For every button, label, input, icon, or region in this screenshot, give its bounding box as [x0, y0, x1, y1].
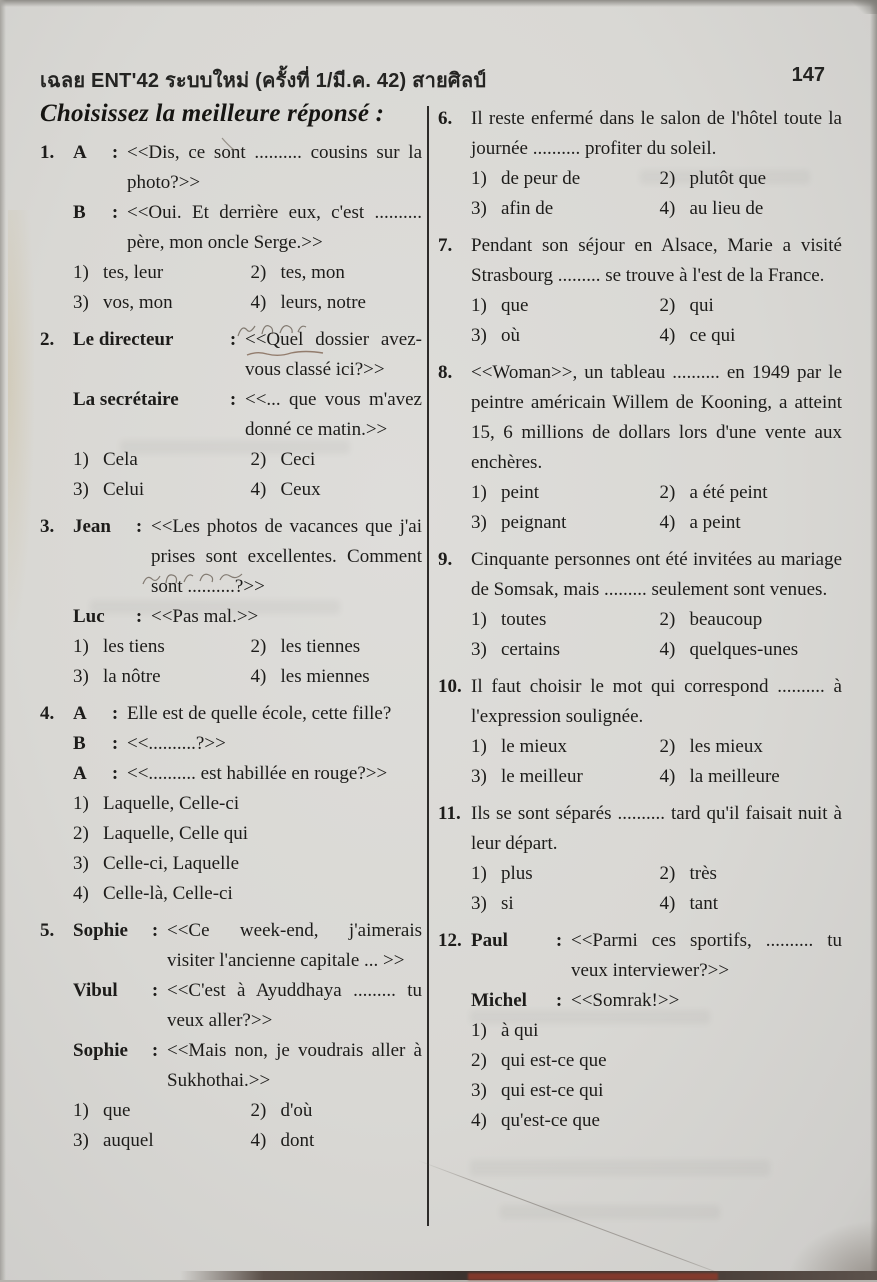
option-number: 4) — [659, 325, 676, 346]
option-label: le mieux — [501, 736, 567, 757]
speaker-label: Sophie — [73, 1040, 128, 1061]
options-list — [471, 859, 842, 919]
option-label: les tiens — [103, 636, 165, 657]
question — [438, 672, 842, 792]
question-body — [471, 104, 842, 224]
option-label: qui est-ce qui — [501, 1080, 604, 1101]
option-label: que — [501, 295, 529, 316]
question — [40, 138, 422, 318]
option-number: 3) — [471, 639, 487, 660]
option-number: 3) — [73, 479, 89, 500]
dialogue-text: <<Parmi ces sportifs, .......... tu veux interviewer?>> — [571, 930, 842, 981]
dialogue-line — [73, 385, 422, 445]
dialogue-line — [73, 1036, 422, 1096]
option-label: très — [689, 863, 717, 884]
option-number: 2) — [250, 1100, 267, 1121]
questions-left — [40, 138, 422, 1156]
option — [73, 849, 422, 879]
option — [73, 879, 422, 909]
option-label: a peint — [689, 512, 741, 533]
option-number: 4) — [250, 479, 267, 500]
option-number: 1) — [471, 1020, 487, 1041]
left-column — [40, 100, 422, 1163]
option-number: 3) — [471, 893, 487, 914]
speaker-colon: : — [151, 1040, 159, 1061]
option-label: tant — [689, 893, 718, 914]
option — [251, 475, 423, 505]
options-list — [471, 478, 842, 538]
question-number: 8. — [438, 362, 453, 383]
question — [438, 926, 842, 1136]
speaker-colon: : — [151, 980, 159, 1001]
option-label: leurs, notre — [280, 292, 366, 313]
question-body — [73, 916, 422, 1156]
option — [251, 632, 423, 662]
option — [660, 889, 843, 919]
question-number: 5. — [40, 920, 55, 941]
option-label: les miennes — [280, 666, 370, 687]
speaker-label: A — [73, 142, 87, 163]
option — [660, 291, 843, 321]
option-number: 2) — [659, 863, 676, 884]
speaker-label: A — [73, 763, 87, 784]
option-number: 3) — [73, 853, 89, 874]
question-number: 9. — [438, 549, 453, 570]
option-label: tes, mon — [280, 262, 345, 283]
options-list — [73, 632, 422, 692]
page-header-thai: เฉลย ENT'42 ระบบใหม่ (ครั้งที่ 1/มี.ค. 42) สายศิลป์ — [40, 70, 487, 92]
speaker-label: Paul — [471, 930, 508, 951]
option — [660, 478, 843, 508]
option — [73, 789, 422, 819]
question-text: Il faut choisir le mot qui correspond .......... à l'expression soulignée. — [471, 676, 842, 727]
dialogue-line — [73, 729, 422, 759]
option-label: quelques-unes — [689, 639, 799, 660]
options-list — [73, 258, 422, 318]
option-number: 3) — [471, 198, 487, 219]
option — [73, 288, 245, 318]
option-label: vos, mon — [103, 292, 173, 313]
option — [251, 258, 423, 288]
option — [660, 635, 843, 665]
option — [471, 859, 654, 889]
speaker-label: Vibul — [73, 980, 118, 1001]
dialogue-line — [73, 759, 422, 789]
question-body — [471, 545, 842, 665]
option — [471, 1076, 842, 1106]
option — [660, 164, 843, 194]
speaker-colon: : — [555, 990, 563, 1011]
option-label: plus — [501, 863, 533, 884]
question — [438, 231, 842, 351]
option — [471, 1106, 842, 1136]
option-number: 2) — [659, 482, 676, 503]
option-number: 4) — [659, 766, 676, 787]
option — [660, 194, 843, 224]
question — [40, 699, 422, 909]
option-label: a été peint — [689, 482, 768, 503]
option-label: de peur de — [501, 168, 581, 189]
option — [73, 1126, 245, 1156]
bleed-through — [470, 1160, 770, 1176]
dialogue-line — [73, 325, 422, 385]
question-body — [471, 926, 842, 1136]
option — [251, 288, 423, 318]
option-label: certains — [501, 639, 561, 660]
option-number: 2) — [659, 609, 676, 630]
bleed-through — [500, 1205, 720, 1219]
option-label: toutes — [501, 609, 547, 630]
option-label: beaucoup — [689, 609, 763, 630]
options-list — [73, 789, 422, 909]
dialogue-text: <<Les photos de vacances que j'ai prises sont excellentes. Comment sont ..........?>> — [151, 516, 422, 597]
option-number: 3) — [471, 325, 487, 346]
option — [251, 445, 423, 475]
option-number: 2) — [250, 449, 267, 470]
option-number: 2) — [659, 168, 676, 189]
options-list — [471, 164, 842, 224]
option-number: 2) — [659, 736, 676, 757]
dialogue-text: <<Pas mal.>> — [151, 606, 259, 627]
option-label: plutôt que — [689, 168, 767, 189]
question — [438, 545, 842, 665]
option-label: les tiennes — [280, 636, 361, 657]
dialogue-line — [73, 976, 422, 1036]
option-number: 1) — [471, 482, 487, 503]
option — [660, 762, 843, 792]
option-label: Ceci — [280, 449, 316, 470]
speaker-colon: : — [135, 606, 143, 627]
option-label: à qui — [501, 1020, 539, 1041]
scan-edge — [0, 0, 6, 1280]
option-number: 2) — [73, 823, 89, 844]
option — [660, 508, 843, 538]
dialogue-text: <<Oui. Et derrière eux, c'est .......... père, mon oncle Serge.>> — [127, 202, 422, 253]
option-label: la meilleure — [689, 766, 780, 787]
question-body — [73, 512, 422, 692]
option-number: 1) — [471, 168, 487, 189]
option — [471, 605, 654, 635]
speaker-colon: : — [111, 763, 119, 784]
dialogue-text: <<Ce week-end, j'aimerais visiter l'ancienne capitale ... >> — [167, 920, 422, 971]
option — [73, 819, 422, 849]
option — [471, 508, 654, 538]
question-body — [73, 699, 422, 909]
dialogue-line — [73, 916, 422, 976]
paper-tint — [8, 210, 34, 630]
option-label: Celle-là, Celle-ci — [103, 883, 233, 904]
option-label: Cela — [103, 449, 138, 470]
option — [73, 445, 245, 475]
dialogue-line — [73, 198, 422, 258]
question-body — [73, 325, 422, 505]
speaker-colon: : — [151, 920, 159, 941]
dialogue-text: <<..........?>> — [127, 733, 226, 754]
dialogue-text: <<C'est à Ayuddhaya ......... tu veux aller?>> — [167, 980, 422, 1031]
option-label: auquel — [103, 1130, 154, 1151]
question — [40, 916, 422, 1156]
speaker-label: B — [73, 202, 86, 223]
question-text: Cinquante personnes ont été invitées au mariage de Somsak, mais ......... seulement sont venues. — [471, 549, 842, 600]
dialogue-line — [471, 986, 842, 1016]
dialogue-line — [73, 138, 422, 198]
option-label: peint — [501, 482, 539, 503]
dialogue-text: <<.......... est habillée en rouge?>> — [127, 763, 388, 784]
question-body — [471, 799, 842, 919]
option — [660, 605, 843, 635]
option — [471, 635, 654, 665]
option-label: si — [501, 893, 514, 914]
option — [660, 732, 843, 762]
option-number: 1) — [471, 609, 487, 630]
options-list — [471, 605, 842, 665]
speaker-colon: : — [229, 329, 237, 350]
option — [471, 478, 654, 508]
dialogue-line — [73, 699, 422, 729]
question-body — [471, 672, 842, 792]
option-number: 1) — [73, 636, 89, 657]
questions-right — [438, 104, 842, 1136]
option-label: qu'est-ce que — [501, 1110, 600, 1131]
dialogue-text: <<Mais non, je voudrais aller à Sukhothai.>> — [167, 1040, 422, 1091]
option — [471, 321, 654, 351]
option — [73, 1096, 245, 1126]
option-label: Celui — [103, 479, 145, 500]
question-number: 1. — [40, 142, 55, 163]
option — [471, 1046, 842, 1076]
option — [251, 1096, 423, 1126]
option-label: la nôtre — [103, 666, 161, 687]
option-label: tes, leur — [103, 262, 164, 283]
dialogue-text: <<Quel dossier avez-vous classé ici?>> — [245, 329, 422, 380]
speaker-colon: : — [111, 202, 119, 223]
question-number: 4. — [40, 703, 55, 724]
column-divider — [427, 106, 429, 1226]
option-number: 3) — [471, 766, 487, 787]
question — [438, 358, 842, 538]
option — [73, 258, 245, 288]
speaker-colon: : — [111, 703, 119, 724]
speaker-label: Le directeur — [73, 329, 174, 350]
option-number: 1) — [73, 1100, 89, 1121]
option-number: 3) — [471, 512, 487, 533]
option-label: au lieu de — [689, 198, 764, 219]
dialogue-text: <<... que vous m'avez donné ce matin.>> — [245, 389, 422, 440]
book-edge-red — [468, 1273, 718, 1280]
speaker-label: La secrétaire — [73, 389, 179, 410]
speaker-label: Sophie — [73, 920, 128, 941]
option-number: 4) — [659, 639, 676, 660]
option-label: ce qui — [689, 325, 736, 346]
option-label: Celle-ci, Laquelle — [103, 853, 240, 874]
option-number: 1) — [471, 736, 487, 757]
speaker-label: Michel — [471, 990, 527, 1011]
question — [438, 104, 842, 224]
dialogue-text: Elle est de quelle école, cette fille? — [127, 703, 392, 724]
option — [73, 662, 245, 692]
option-number: 1) — [73, 449, 89, 470]
option — [251, 1126, 423, 1156]
option-label: Laquelle, Celle-ci — [103, 793, 240, 814]
option — [471, 762, 654, 792]
option — [471, 1016, 842, 1046]
options-list — [471, 732, 842, 792]
option-number: 1) — [73, 262, 89, 283]
option-number: 4) — [471, 1110, 487, 1131]
option-label: peignant — [501, 512, 567, 533]
paper-crease — [418, 1160, 742, 1282]
option — [73, 632, 245, 662]
dialogue-text: <<Somrak!>> — [571, 990, 680, 1011]
right-column — [438, 104, 842, 1143]
option-number: 2) — [250, 262, 267, 283]
question-body — [471, 231, 842, 351]
option-number: 1) — [471, 863, 487, 884]
option-label: afin de — [501, 198, 554, 219]
option-number: 3) — [73, 1130, 89, 1151]
option-number: 4) — [659, 512, 676, 533]
question-body — [471, 358, 842, 538]
option-label: les mieux — [689, 736, 763, 757]
speaker-label: A — [73, 703, 87, 724]
option-number: 2) — [471, 1050, 487, 1071]
options-list — [73, 1096, 422, 1156]
option — [660, 321, 843, 351]
page-number: 147 — [791, 64, 825, 86]
option-number: 2) — [659, 295, 676, 316]
option-number: 4) — [659, 198, 676, 219]
option-number: 4) — [73, 883, 89, 904]
option — [471, 194, 654, 224]
speaker-colon: : — [111, 142, 119, 163]
option-label: Ceux — [280, 479, 321, 500]
speaker-label: Jean — [73, 516, 111, 537]
option-label: où — [501, 325, 520, 346]
option-label: d'où — [280, 1100, 313, 1121]
scan-edge — [851, 0, 877, 14]
option-label: Laquelle, Celle qui — [103, 823, 249, 844]
dialogue-line — [73, 512, 422, 602]
speaker-colon: : — [555, 930, 563, 951]
option-label: qui est-ce que — [501, 1050, 607, 1071]
option — [471, 291, 654, 321]
option — [73, 475, 245, 505]
dialogue-text: <<Dis, ce sont .......... cousins sur la photo?>> — [127, 142, 422, 193]
option-number: 4) — [250, 666, 267, 687]
option-label: dont — [280, 1130, 315, 1151]
option — [471, 732, 654, 762]
question — [40, 512, 422, 692]
question-text: Pendant son séjour en Alsace, Marie a visité Strasbourg ......... se trouve à l'est de la France. — [471, 235, 842, 286]
options-list — [471, 291, 842, 351]
option-number: 4) — [659, 893, 676, 914]
question-number: 2. — [40, 329, 55, 350]
question-text: Il reste enfermé dans le salon de l'hôtel toute la journée .......... profiter du soleil. — [471, 108, 842, 159]
option-number: 2) — [250, 636, 267, 657]
question-text: Ils se sont séparés .......... tard qu'il faisait nuit à leur départ. — [471, 803, 842, 854]
speaker-colon: : — [229, 389, 237, 410]
option-number: 1) — [471, 295, 487, 316]
question-number: 6. — [438, 108, 453, 129]
dialogue-line — [73, 602, 422, 632]
speaker-label: Luc — [73, 606, 105, 627]
question-number: 12. — [438, 930, 462, 951]
option-label: qui — [689, 295, 714, 316]
section-title: Choisissez la meilleure réponsé : — [40, 100, 385, 127]
speaker-colon: : — [111, 733, 119, 754]
options-list — [73, 445, 422, 505]
option — [660, 859, 843, 889]
question-number: 3. — [40, 516, 55, 537]
question — [438, 799, 842, 919]
option-number: 3) — [471, 1080, 487, 1101]
option-number: 1) — [73, 793, 89, 814]
option-number: 3) — [73, 666, 89, 687]
option-number: 4) — [250, 1130, 267, 1151]
question-text: <<Woman>>, un tableau .......... en 1949 par le peintre américain Willem de Kooning, a atteint 15, 6 millions de dollars lors d'une vente aux enchères. — [471, 362, 842, 473]
question-number: 11. — [438, 803, 461, 824]
scan-edge — [870, 0, 877, 1280]
option-label: que — [103, 1100, 131, 1121]
option — [251, 662, 423, 692]
speaker-colon: : — [135, 516, 143, 537]
speaker-label: B — [73, 733, 86, 754]
question — [40, 325, 422, 505]
question-number: 10. — [438, 676, 462, 697]
scan-edge — [0, 0, 877, 7]
dialogue-line — [471, 926, 842, 986]
option — [471, 164, 654, 194]
option-number: 3) — [73, 292, 89, 313]
question-number: 7. — [438, 235, 453, 256]
option-label: le meilleur — [501, 766, 583, 787]
question-body — [73, 138, 422, 318]
option — [471, 889, 654, 919]
option-number: 4) — [250, 292, 267, 313]
options-list — [471, 1016, 842, 1136]
